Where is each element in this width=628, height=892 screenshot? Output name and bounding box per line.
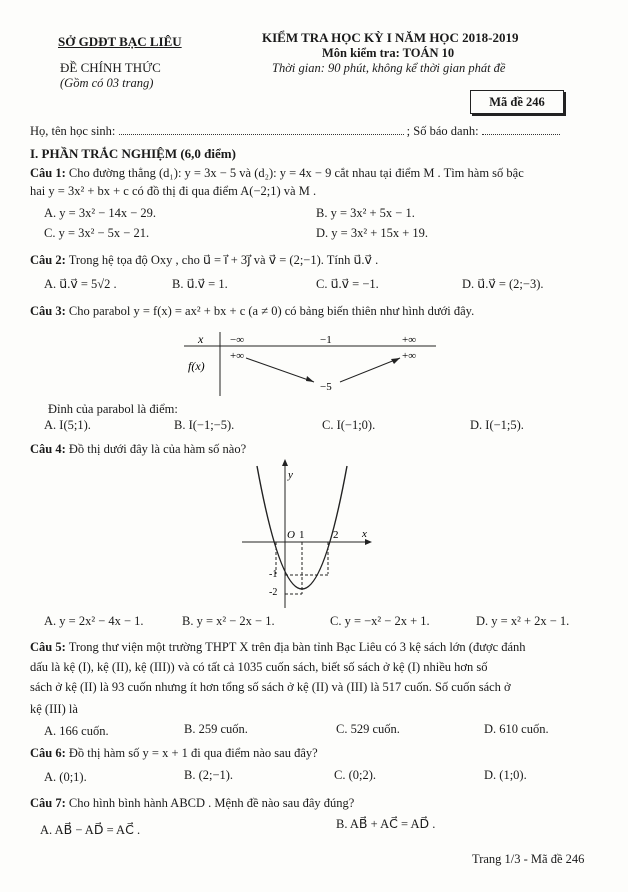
q5-option-b[interactable]: B. 259 cuốn.: [184, 722, 248, 736]
q1-text-2: hai y = 3x² + bx + c có đồ thị đi qua điểm A(−2;1) và M .: [30, 184, 317, 198]
q6-option-c[interactable]: C. (0;2).: [334, 768, 377, 782]
q4-option-d[interactable]: D. y = x² + 2x − 1.: [476, 614, 570, 628]
exam-title: KIỂM TRA HỌC KỲ I NĂM HỌC 2018-2019: [262, 30, 519, 45]
student-id-label: ; Số báo danh:: [406, 124, 479, 138]
q7-label: Câu 7:: [30, 796, 66, 810]
q5-option-a[interactable]: A. 166 cuốn.: [44, 724, 109, 738]
q4-option-b[interactable]: B. y = x² − 2x − 1.: [182, 614, 275, 628]
q5-line4: kệ (III) là: [30, 702, 78, 716]
q5-line3: sách ở kệ (II) là 93 cuốn nhưng ít hơn tổng số sách ở kệ (II) và (III) là 517 cuốn. Số cuốn sách ở: [30, 680, 511, 694]
section-title: I. PHẦN TRẮC NGHIỆM (6,0 điểm): [30, 146, 236, 161]
q1-text: Cho đường thẳng (d₁): y = 3x − 5 và (d₂): y = 4x − 9 cắt nhau tại điểm M . Tìm hàm số bậc: [68, 166, 524, 180]
time-line: Thời gian: 90 phút, không kể thời gian phát đề: [272, 61, 506, 75]
student-id-field[interactable]: [482, 134, 560, 135]
q7-text: Cho hình bình hành ABCD . Mệnh đề nào sau đây đúng?: [68, 796, 355, 810]
vt-f-right: +∞: [402, 350, 417, 362]
q5-option-d[interactable]: D. 610 cuốn.: [484, 722, 549, 736]
tick-2-label: 2: [333, 529, 339, 541]
q4-label: Câu 4:: [30, 442, 66, 456]
q7-option-a[interactable]: A. AB⃗ − AD⃗ = AC⃗ .: [40, 823, 141, 837]
q2-option-a[interactable]: A. u⃗.v⃗ = 5√2 .: [44, 277, 117, 291]
origin-label: O: [287, 529, 295, 541]
pages-note: (Gồm có 03 trang): [60, 76, 154, 90]
q3-option-c[interactable]: C. I(−1;0).: [322, 418, 376, 432]
student-name-label: Họ, tên học sinh:: [30, 124, 116, 138]
q2-option-b[interactable]: B. u⃗.v⃗ = 1.: [172, 277, 228, 291]
q4-option-c[interactable]: C. y = −x² − 2x + 1.: [330, 614, 430, 628]
parabola-graph: [236, 456, 376, 612]
q5-stem: [30, 640, 526, 655]
y-axis-label: y: [288, 469, 293, 481]
q2-label: Câu 2:: [30, 253, 66, 267]
q4-text: Đồ thị dưới đây là của hàm số nào?: [68, 442, 247, 456]
q3-option-d[interactable]: D. I(−1;5).: [470, 418, 524, 432]
q3-prompt: Đỉnh của parabol là điểm:: [48, 402, 178, 416]
tick-m1-label: -1: [269, 569, 278, 580]
q2-stem: [30, 252, 378, 268]
q4-stem: [30, 442, 246, 457]
vt-decreasing-arrow: [246, 358, 314, 382]
q3-text: Cho parabol y = f(x) = ax² + bx + c (a ≠ 0) có bảng biến thiên như hình dưới đây.: [68, 304, 475, 318]
q1-option-a[interactable]: A. y = 3x² − 14x − 29.: [44, 206, 157, 220]
q1-option-d[interactable]: D. y = 3x² + 15x + 19.: [316, 226, 429, 240]
q1-label: Câu 1:: [30, 166, 66, 180]
variation-table: [180, 330, 440, 398]
q6-option-a[interactable]: A. (0;1).: [44, 770, 87, 784]
q6-option-b[interactable]: B. (2;−1).: [184, 768, 234, 782]
q5-line2: dấu là kệ (I), kệ (II), kệ (III)) và có tất cả 1035 cuốn sách, biết số sách ở kệ (I) nhiều hơn số: [30, 660, 488, 674]
q6-option-d[interactable]: D. (1;0).: [484, 768, 527, 782]
student-name-field[interactable]: [119, 134, 404, 135]
q2-option-d[interactable]: D. u⃗.v⃗ = (2;−3).: [462, 277, 544, 291]
department-name: SỞ GDĐT BẠC LIÊU: [58, 34, 182, 49]
q3-option-a[interactable]: A. I(5;1).: [44, 418, 91, 432]
q5-option-c[interactable]: C. 529 cuốn.: [336, 722, 400, 736]
q3-option-b[interactable]: B. I(−1;−5).: [174, 418, 235, 432]
tick-m2-label: -2: [269, 587, 278, 598]
q3-label: Câu 3:: [30, 304, 66, 318]
q7-stem: [30, 796, 354, 811]
exam-code-box: Mã đề 246: [470, 90, 564, 114]
tick-1-label: 1: [299, 529, 305, 541]
page-footer: Trang 1/3 - Mã đề 246: [472, 852, 585, 866]
vt-x-label: x: [198, 332, 204, 346]
q1-option-b[interactable]: B. y = 3x² + 5x − 1.: [316, 206, 415, 220]
vt-x-left: −∞: [230, 334, 245, 346]
q6-label: Câu 6:: [30, 746, 66, 760]
q5-line1: Trong thư viện một trường THPT X trên địa bàn tỉnh Bạc Liêu có 3 kệ sách lớn (được đánh: [68, 640, 526, 654]
vt-increasing-arrow: [340, 358, 400, 382]
vt-f-min: −5: [320, 381, 332, 393]
q3-stem: [30, 304, 474, 319]
q2-text: Trong hệ tọa độ Oxy , cho u⃗ = i⃗ + 3j⃗ và v⃗ = (2;−1). Tính u⃗.v⃗ .: [68, 253, 379, 267]
official-label: ĐỀ CHÍNH THỨC: [60, 60, 161, 75]
q2-option-c[interactable]: C. u⃗.v⃗ = −1.: [316, 277, 379, 291]
q4-option-a[interactable]: A. y = 2x² − 4x − 1.: [44, 614, 144, 628]
vt-fx-label: f(x): [188, 359, 205, 373]
q1-option-c[interactable]: C. y = 3x² − 5x − 21.: [44, 226, 150, 240]
q7-option-b[interactable]: B. AB⃗ + AC⃗ = AD⃗ .: [336, 817, 436, 831]
vt-f-left: +∞: [230, 350, 245, 362]
student-info-line: [30, 124, 560, 139]
vt-x-right: +∞: [402, 334, 417, 346]
q6-stem: [30, 746, 318, 761]
q1-stem: [30, 166, 524, 181]
q5-label: Câu 5:: [30, 640, 66, 654]
x-axis-label: x: [362, 528, 367, 540]
q6-text: Đồ thị hàm số y = x + 1 đi qua điểm nào sau đây?: [68, 746, 318, 760]
subject-line: Môn kiểm tra: TOÁN 10: [322, 46, 455, 60]
vt-x-mid: −1: [320, 334, 332, 346]
